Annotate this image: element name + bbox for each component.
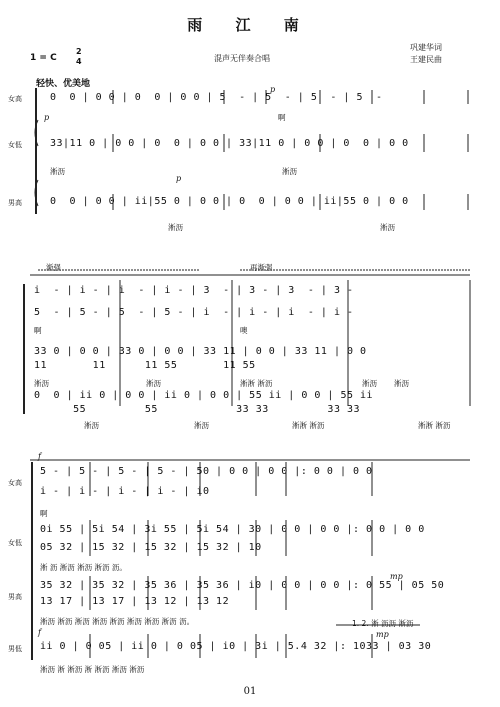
bass-line-2: 0 0 | ii 0 | 0 0 | ii 0 | 0 0 | 55 ii | 0 0 | 55 ii [34, 390, 374, 401]
lyric: 淅淅 淅沥 [292, 421, 325, 430]
alto-line-2: 5 - | 5 - | 5 - | 5 - | i - | i - | i - | i - [34, 307, 354, 318]
lyric: 淅沥 [146, 379, 161, 388]
voice-label-soprano: 女高 [8, 479, 22, 487]
time-signature-top: 2 [76, 47, 82, 56]
voice-label-alto: 女低 [8, 539, 22, 547]
dynamic-mark: mp [376, 630, 389, 639]
soprano-line-1: 0 0 | 0 0 | 0 0 | 0 0 | 5 - | 5 - | 5 - | 5 - [50, 92, 383, 103]
tenor-line-2-lower: 11 11 11 55 11 55 [34, 360, 256, 371]
lyric: 淅沥 [168, 223, 183, 232]
dynamic-mark: f [38, 628, 41, 637]
dynamic-mark: f [38, 452, 41, 461]
time-signature-bottom: 4 [76, 57, 82, 66]
lyric: 淅沥 [394, 379, 409, 388]
lyric: 淅 沥 淅沥 淅沥 淅沥 沥。 [40, 563, 127, 572]
soprano-line-3-lower: i - | i - | i - | i - | i0 [40, 486, 210, 497]
dynamic-mark: p [44, 113, 50, 122]
crescendo-mark: 再渐强 [250, 263, 273, 272]
tenor-line-1: 0 0 | 0 0 | ii|55 0 | 0 0 | 0 0 | 0 0 | ii|55 0 | 0 0 [50, 196, 409, 207]
bass-line-2-lower: 55 55 33 33 33 33 [34, 404, 361, 415]
lyric: 淅沥 [380, 223, 395, 232]
subtitle: 混声无伴奏合唱 [214, 54, 270, 63]
voice-label-tenor: 男高 [8, 593, 22, 601]
tenor-line-3-lower: 13 17 | 13 17 | 13 12 | 13 12 [40, 596, 230, 607]
alto-line-1: 33|11 0 | 0 0 | 0 0 | 0 0 | 33|11 0 | 0 0 | 0 0 | 0 0 [50, 138, 409, 149]
voice-label-alto: 女低 [8, 141, 22, 149]
page-number: 01 [243, 686, 257, 697]
voice-label-soprano: 女高 [8, 95, 22, 103]
page-title: 雨 江 南 [187, 16, 313, 34]
tempo-marking: 轻快、优美地 [36, 79, 91, 89]
lyric: 淅沥 淅 淅沥 淅 淅沥 淅沥 淅沥 [40, 665, 145, 674]
lyric: 淅沥 淅沥 淅沥 淅沥 淅沥 淅沥 淅沥 淅沥 沥。 [40, 617, 195, 626]
tenor-line-2: 33 0 | 0 0 | 33 0 | 0 0 | 33 11 | 0 0 | 33 11 | 0 0 [34, 346, 367, 357]
lyric: 淅淅 淅沥 [418, 421, 451, 430]
lyric: 淅沥 [84, 421, 99, 430]
soprano-line-3: 5 - | 5 - | 5 - | 5 - | 50 | 0 0 | 0 0 |: 0 0 | 0 0 [40, 466, 373, 477]
tenor-line-3: 35 32 | 35 32 | 35 36 | 35 36 | i0 | 0 0 | 0 0 |: 0 55 | 05 50 [40, 580, 445, 591]
lyric: 淅淅 淅沥 [240, 379, 273, 388]
key-signature: 1 = C [30, 53, 57, 63]
lyric: 淅沥 [282, 167, 297, 176]
dynamic-mark: p [270, 85, 276, 94]
lyric: 淅沥 [50, 167, 65, 176]
lyric-ah: 啊 [278, 113, 286, 122]
lyric: 淅沥 [194, 421, 209, 430]
voice-label-bass: 男低 [8, 645, 22, 653]
dynamic-mark: mp [390, 572, 403, 581]
crescendo-mark: 渐强 [46, 263, 61, 272]
voice-label-tenor: 男高 [8, 199, 22, 207]
soprano-line-2: i - | i - | i - | i - | 3 - | 3 - | 3 - | 3 - [34, 285, 354, 296]
bass-line-3: ii 0 | 0 05 | ii 0 | 0 05 | i0 | 3i | 5.4 32 |: 1033 | 03 30 [40, 641, 432, 652]
lyric-oh: 噢 [240, 326, 248, 335]
composer: 王建民曲 [410, 55, 442, 64]
lyric: 淅沥 [34, 379, 49, 388]
alto-line-3-lower: 05 32 | 15 32 | 15 32 | 15 32 | 10 [40, 542, 262, 553]
dynamic-mark: p [176, 174, 182, 183]
lyricist: 巩建华词 [410, 43, 442, 52]
lyric-ah: 啊 [34, 326, 42, 335]
lyric: 淅沥 [362, 379, 377, 388]
lyric-ah: 啊 [40, 509, 48, 518]
alto-line-3: 0i 55 | 5i 54 | 3i 55 | 5i 54 | 30 | 0 0 | 0 0 |: 0 0 | 0 0 [40, 524, 425, 535]
volta-bracket-text: 1. 2. 淅 沥沥 淅沥 [352, 619, 414, 628]
